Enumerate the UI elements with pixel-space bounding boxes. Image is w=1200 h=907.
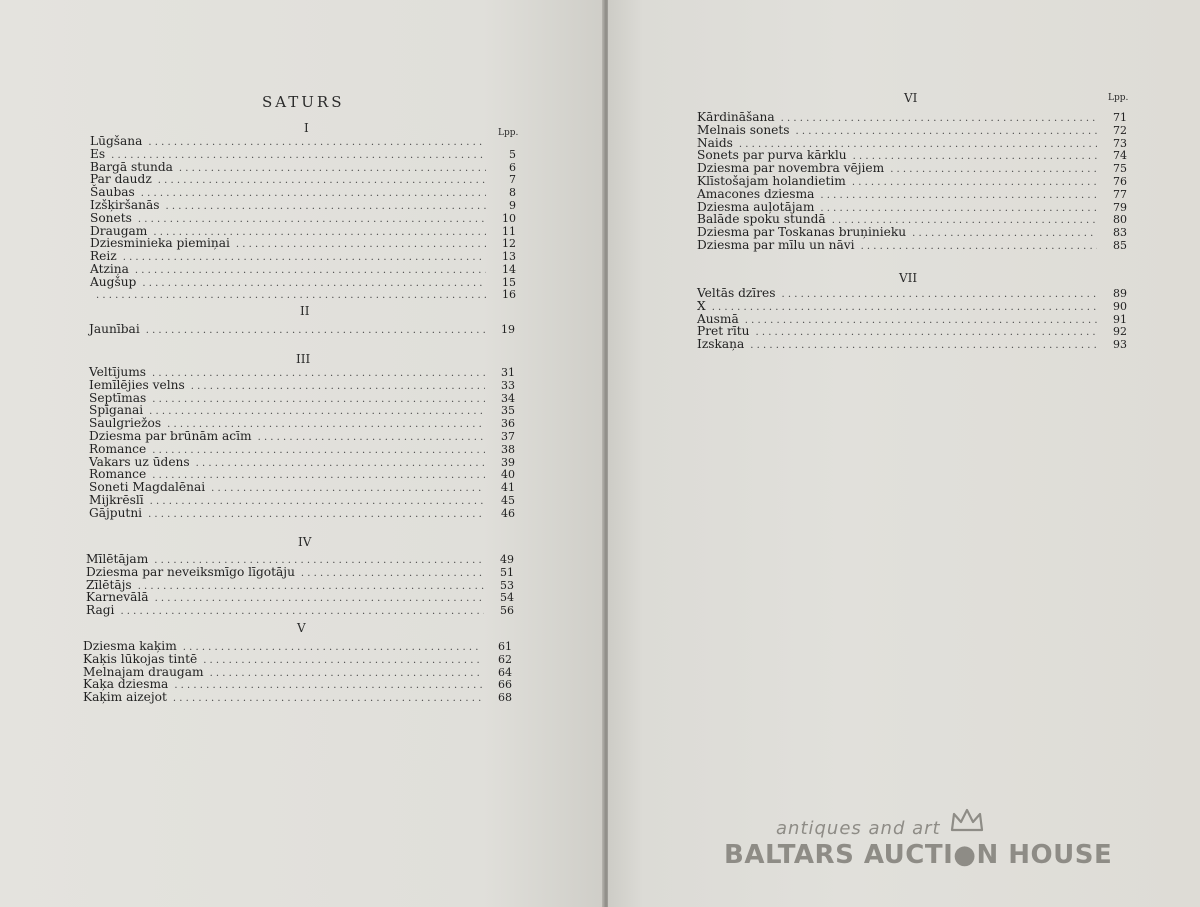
- section-2-entries: [89, 323, 515, 336]
- toc-entry-title: Lūgšana: [90, 134, 143, 148]
- toc-entry-page: 38: [501, 442, 515, 456]
- dot-leader: [210, 668, 482, 681]
- dot-leader: [203, 655, 482, 668]
- toc-entry-title: X: [697, 298, 706, 313]
- dot-leader: [236, 239, 486, 252]
- toc-entry-title: Reiz: [90, 249, 117, 264]
- toc-entry: [90, 212, 516, 225]
- toc-entry-page: 49: [500, 553, 514, 566]
- toc-entry-title: Melnais sonets: [697, 122, 790, 137]
- toc-entry-title: Mīlētājam: [86, 552, 149, 566]
- toc-entry-title: Balāde spoku stundā: [697, 212, 826, 227]
- toc-entry-title: Jaunībai: [89, 322, 140, 336]
- toc-entry-page: 72: [1113, 123, 1127, 137]
- toc-entry-page: 10: [502, 211, 516, 225]
- dot-leader: [173, 693, 482, 706]
- dot-leader: [191, 381, 485, 394]
- toc-entry-title: Septīmas: [89, 390, 147, 405]
- toc-entry: [89, 366, 515, 379]
- dot-leader: [820, 190, 1097, 203]
- toc-entry: [86, 566, 514, 579]
- section-3-entries: [89, 366, 515, 520]
- toc-entry-title: Mijkrēslī: [89, 492, 144, 507]
- toc-entry-page: 71: [1113, 111, 1127, 124]
- toc-entry: [83, 691, 512, 704]
- toc-entry-page: 68: [498, 691, 512, 705]
- toc-entry-page: 15: [502, 275, 516, 289]
- toc-entry-title: Klīstošajam holandietim: [697, 173, 846, 188]
- toc-entry-page: 53: [500, 578, 514, 592]
- toc-entry-title: Kaķa dziesma: [83, 677, 169, 692]
- page-column-label-right: Lpp.: [1108, 93, 1129, 103]
- toc-entry: [697, 338, 1127, 351]
- dot-leader: [258, 432, 485, 445]
- toc-entry-title: Pret rītu: [697, 324, 750, 339]
- toc-entry-page: 14: [502, 262, 516, 276]
- toc-entry: [90, 263, 516, 276]
- toc-entry-page: 33: [501, 378, 515, 392]
- toc-entry-page: 34: [501, 391, 515, 405]
- toc-entry-page: 74: [1113, 149, 1127, 163]
- toc-entry-title: Veltās dzīres: [697, 286, 776, 300]
- toc-entry-title: Draugam: [90, 223, 148, 238]
- toc-entry-page: 93: [1113, 338, 1127, 352]
- toc-entry-title: Par daudz: [90, 172, 152, 187]
- toc-entry: [89, 456, 515, 469]
- toc-entry-title: Dziesma par neveiksmīgo līgotāju: [86, 564, 295, 579]
- toc-entry-page: 41: [501, 481, 515, 495]
- toc-entry-page: 12: [502, 237, 516, 251]
- toc-entry-page: 62: [498, 652, 512, 666]
- toc-entry-page: 90: [1113, 299, 1127, 313]
- toc-entry-title: Sonets par purva kārklu: [697, 148, 847, 163]
- section-heading-4: IV: [298, 535, 312, 549]
- dot-leader: [148, 509, 485, 522]
- toc-entry-page: 85: [1113, 238, 1127, 252]
- dot-leader: [174, 680, 482, 693]
- toc-entry-page: 35: [501, 404, 515, 418]
- dot-leader: [138, 214, 486, 227]
- dot-leader: [96, 290, 486, 303]
- toc-entry-title: Bargā stunda: [90, 159, 173, 174]
- toc-entry-title: Izskaņa: [697, 337, 745, 352]
- dot-leader: [146, 325, 485, 338]
- section-heading-3: III: [296, 352, 311, 366]
- section-heading-1: I: [304, 121, 309, 135]
- toc-entry-page: 5: [509, 147, 516, 161]
- dot-leader: [141, 188, 486, 201]
- toc-entry: [90, 276, 516, 289]
- toc-entry: [90, 135, 516, 148]
- toc-entry: [697, 325, 1127, 338]
- toc-entry: [83, 640, 512, 653]
- toc-entry: [83, 653, 512, 666]
- toc-entry: [697, 300, 1127, 313]
- toc-entry-page: 75: [1113, 162, 1127, 176]
- toc-entry: [90, 237, 516, 250]
- section-1-entries: [90, 135, 516, 301]
- toc-entry-title: Dziesma par brūnām acīm: [89, 428, 252, 443]
- dot-leader: [712, 302, 1097, 315]
- toc-entry-page: 16: [502, 287, 516, 301]
- toc-entry: [697, 313, 1127, 326]
- toc-entry-title: Naids: [697, 135, 733, 150]
- dot-leader: [158, 175, 486, 188]
- dot-leader: [179, 163, 486, 176]
- toc-entry-title: Amacones dziesma: [697, 186, 815, 201]
- toc-entry: [90, 148, 516, 161]
- toc-entry-page: 11: [502, 224, 516, 238]
- dot-leader: [120, 606, 484, 619]
- auction-house-watermark: [720, 800, 1120, 880]
- toc-entry-title: Dziesma kaķim: [83, 639, 177, 653]
- toc-entry: [89, 481, 515, 494]
- dot-leader: [852, 177, 1097, 190]
- toc-entry-title: Šaubas: [90, 185, 135, 200]
- dot-leader: [152, 445, 485, 458]
- toc-entry-title: Izšķiršanās: [90, 197, 160, 212]
- toc-entry-page: 80: [1113, 213, 1127, 227]
- toc-entry-title: Kaķim aizejot: [83, 690, 167, 705]
- toc-entry-page: 13: [502, 250, 516, 264]
- dot-leader: [155, 593, 484, 606]
- toc-entry-page: 36: [501, 417, 515, 431]
- toc-entry-page: 91: [1113, 312, 1127, 326]
- toc-entry-title: Karnevālā: [86, 590, 149, 605]
- dot-leader: [890, 164, 1097, 177]
- toc-entry-title: Iemīlējies velns: [89, 377, 185, 392]
- toc-entry-page: 54: [500, 591, 514, 605]
- toc-entry-page: 79: [1113, 200, 1127, 214]
- toc-entry-page: 31: [501, 366, 515, 379]
- toc-entry: [89, 443, 515, 456]
- toc-entry-page: 45: [501, 493, 515, 507]
- toc-entry-title: Zīlētājs: [86, 577, 132, 592]
- toc-entry: [697, 175, 1127, 188]
- section-heading-6: VI: [904, 91, 918, 105]
- toc-entry-page: 61: [498, 640, 512, 653]
- toc-entry-title: Veltījums: [89, 365, 147, 379]
- crown-icon: [950, 808, 984, 832]
- toc-entry: [697, 239, 1127, 252]
- dot-leader: [152, 394, 485, 407]
- toc-entry-page: 39: [501, 455, 515, 469]
- toc-entry-page: 66: [498, 678, 512, 692]
- dot-leader: [782, 289, 1098, 302]
- section-5-entries: [83, 640, 512, 704]
- toc-entry-page: 19: [501, 323, 515, 336]
- toc-entry-title: Augšup: [90, 274, 137, 289]
- dot-leader: [183, 642, 482, 655]
- dot-leader: [123, 252, 486, 265]
- section-heading-7: VII: [899, 271, 918, 285]
- dot-leader: [149, 406, 485, 419]
- dot-leader: [148, 137, 486, 150]
- toc-entry: [86, 579, 514, 592]
- toc-entry-title: Soneti Magdalēnai: [89, 480, 206, 495]
- dot-leader: [166, 201, 487, 214]
- toc-entry: [90, 250, 516, 263]
- toc-entry-title: Ausmā: [697, 311, 739, 326]
- dot-leader: [853, 151, 1097, 164]
- dot-leader: [135, 265, 486, 278]
- toc-entry-title: Es: [90, 146, 106, 161]
- dot-leader: [912, 228, 1097, 241]
- section-heading-5: V: [297, 621, 306, 635]
- watermark-brand: BALTARS AUCTI●N HOUSE: [724, 840, 1113, 870]
- toc-entry: [86, 604, 514, 617]
- toc-entry: [697, 111, 1127, 124]
- toc-entry-page: 6: [509, 160, 516, 174]
- section-heading-2: II: [300, 304, 310, 318]
- dot-leader: [152, 368, 485, 381]
- toc-entry: [86, 553, 514, 566]
- section-6-entries: [697, 111, 1127, 252]
- toc-entry-title: Dziesma par mīlu un nāvi: [697, 237, 855, 252]
- dot-leader: [820, 203, 1097, 216]
- dot-leader: [750, 340, 1097, 353]
- toc-entry-page: 51: [500, 565, 514, 579]
- toc-entry: [697, 124, 1127, 137]
- toc-entry-title: Saulgriežos: [89, 416, 162, 431]
- dot-leader: [196, 458, 485, 471]
- dot-leader: [211, 483, 485, 496]
- toc-entry: [89, 430, 515, 443]
- toc-entry-title: Dziesma par Toskanas bruņinieku: [697, 225, 907, 240]
- toc-entry-title: Kaķis lūkojas tintē: [83, 651, 198, 666]
- toc-entry: [90, 199, 516, 212]
- toc-title: SATURS: [262, 93, 345, 111]
- toc-entry-title: Melnajam draugam: [83, 664, 204, 679]
- dot-leader: [745, 315, 1097, 328]
- toc-entry-title: Dziesma auļotājam: [697, 199, 815, 214]
- toc-entry-page: 37: [501, 429, 515, 443]
- dot-leader: [755, 327, 1097, 340]
- toc-entry-title: Romance: [89, 441, 147, 456]
- toc-entry-title: Ragi: [86, 603, 115, 618]
- dot-leader: [301, 568, 484, 581]
- page-column-label: Lpp.: [498, 128, 519, 138]
- section-7-entries: [697, 287, 1127, 351]
- toc-entry-page: 46: [501, 506, 515, 520]
- toc-entry-page: 8: [509, 186, 516, 200]
- toc-entry-title: Sonets: [90, 210, 132, 225]
- toc-entry-title: Kārdināšana: [697, 110, 775, 124]
- toc-entry: [89, 507, 515, 520]
- dot-leader: [138, 581, 484, 594]
- toc-entry-title: Dziesminieka piemiņai: [90, 236, 230, 251]
- toc-entry-title: Dziesma par novembra vējiem: [697, 161, 885, 176]
- toc-entry-page: 9: [509, 198, 516, 212]
- watermark-subtitle: antiques and art: [776, 818, 941, 839]
- toc-entry-page: 73: [1113, 136, 1127, 150]
- toc-entry: [89, 323, 515, 336]
- toc-entry-title: Vakars uz ūdens: [89, 454, 190, 469]
- toc-entry: [90, 289, 516, 302]
- toc-entry: [89, 392, 515, 405]
- toc-entry-page: 7: [509, 173, 516, 187]
- dot-leader: [861, 241, 1097, 254]
- toc-entry: [697, 287, 1127, 300]
- toc-entry: [90, 161, 516, 174]
- toc-entry-title: Gājputni: [89, 505, 143, 520]
- toc-entry-title: Romance: [89, 467, 147, 482]
- section-4-entries: [86, 553, 514, 617]
- toc-entry-page: 56: [500, 604, 514, 618]
- dot-leader: [796, 126, 1097, 139]
- toc-entry: [697, 188, 1127, 201]
- toc-entry: [89, 494, 515, 507]
- toc-entry: [89, 379, 515, 392]
- toc-entry-page: 64: [498, 665, 512, 679]
- toc-entry-page: 83: [1113, 226, 1127, 240]
- toc-entry-title: Atziņa: [90, 261, 129, 276]
- dot-leader: [781, 113, 1097, 126]
- toc-entry-page: 76: [1113, 174, 1127, 188]
- dot-leader: [150, 496, 485, 509]
- toc-entry-page: 92: [1113, 325, 1127, 339]
- toc-entry-page: 40: [501, 468, 515, 482]
- toc-entry: [90, 173, 516, 186]
- toc-entry-page: 77: [1113, 187, 1127, 201]
- toc-entry-title: Spīganai: [89, 403, 144, 418]
- right-page: [608, 0, 1200, 907]
- toc-entry-page: 89: [1113, 287, 1127, 300]
